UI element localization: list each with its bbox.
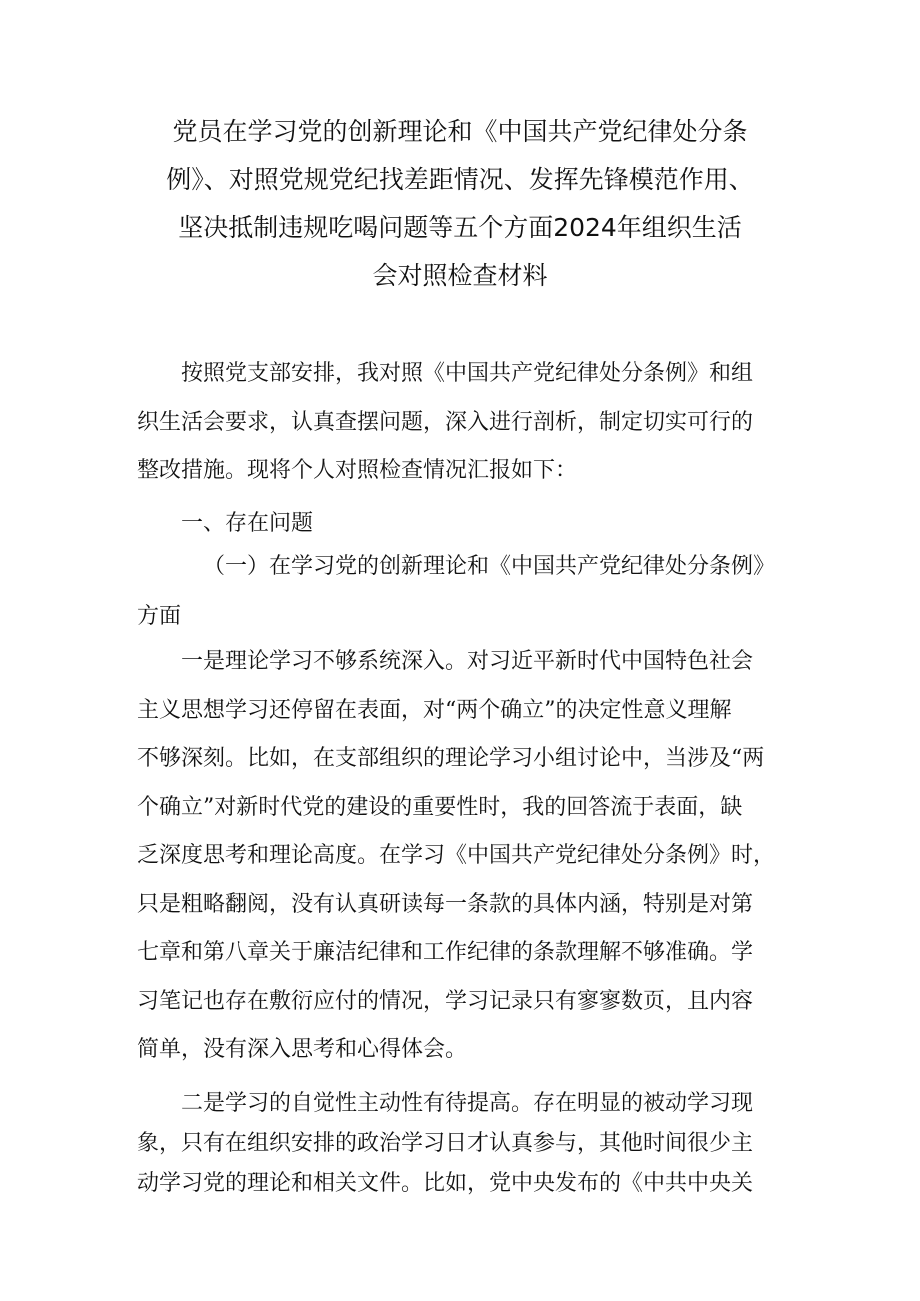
paragraph-line: 七章和第八章关于廉洁纪律和工作纪律的条款理解不够准确。学 [137,940,754,965]
title-line: 例》、对照党规党纪找差距情况、发挥先锋模范作用、 [166,165,754,194]
paragraph-line: 主义思想学习还停留在表面，对“两个确立”的决定性意义理解 [137,697,732,723]
intro-paragraph [137,350,797,496]
paragraph-line: 乏深度思考和理论高度。在学习《中国共产党纪律处分条例》时， [137,843,776,868]
paragraph-line: 整改措施。现将个人对照检查情况汇报如下： [137,458,578,483]
paragraph-line: 一是理论学习不够系统深入。对习近平新时代中国特色社会 [181,649,754,674]
section-heading: 一、存在问题 [181,511,314,536]
paragraph-line: 按照党支部安排，我对照《中国共产党纪律处分条例》和组 [181,361,754,386]
subsection-line: （一）在学习党的创新理论和《中国共产党纪律处分条例》 [203,554,776,579]
title-line: 党员在学习党的创新理论和《中国共产党纪律处分条 [172,117,748,146]
paragraph-line: 象，只有在组织安排的政治学习日才认真参与，其他时间很少主 [137,1131,754,1156]
paragraph-line: 只是粗略翻阅，没有认真研读每一条款的具体内涵，特别是对第 [137,891,754,917]
paragraph-line: 个确立”对新时代党的建设的重要性时，我的回答流于表面，缺 [137,794,743,820]
body-paragraph-1 [137,638,797,1075]
paragraph-line: 二是学习的自觉性主动性有待提高。存在明显的被动学习现 [181,1091,754,1116]
title-line: 坚决抵制违规吃喝问题等五个方面2024年组织生活 [178,213,742,242]
title-line: 会对照检查材料 [372,261,548,290]
subsection-heading [137,542,797,642]
paragraph-line: 习笔记也存在敷衍应付的情况，学习记录只有寥寥数页，且内容 [137,988,754,1014]
paragraph-line: 不够深刻。比如，在支部组织的理论学习小组讨论中，当涉及“两 [137,746,765,771]
paragraph-line: 动学习党的理论和相关文件。比如，党中央发布的《中共中央关 [137,1171,754,1196]
subsection-line: 方面 [137,604,182,629]
body-paragraph-2 [137,1084,797,1204]
paragraph-line: 织生活会要求，认真查摆问题，深入进行剖析，制定切实可行的 [137,409,754,435]
document-title [130,108,790,300]
paragraph-line: 简单，没有深入思考和心得体会。 [137,1037,468,1062]
